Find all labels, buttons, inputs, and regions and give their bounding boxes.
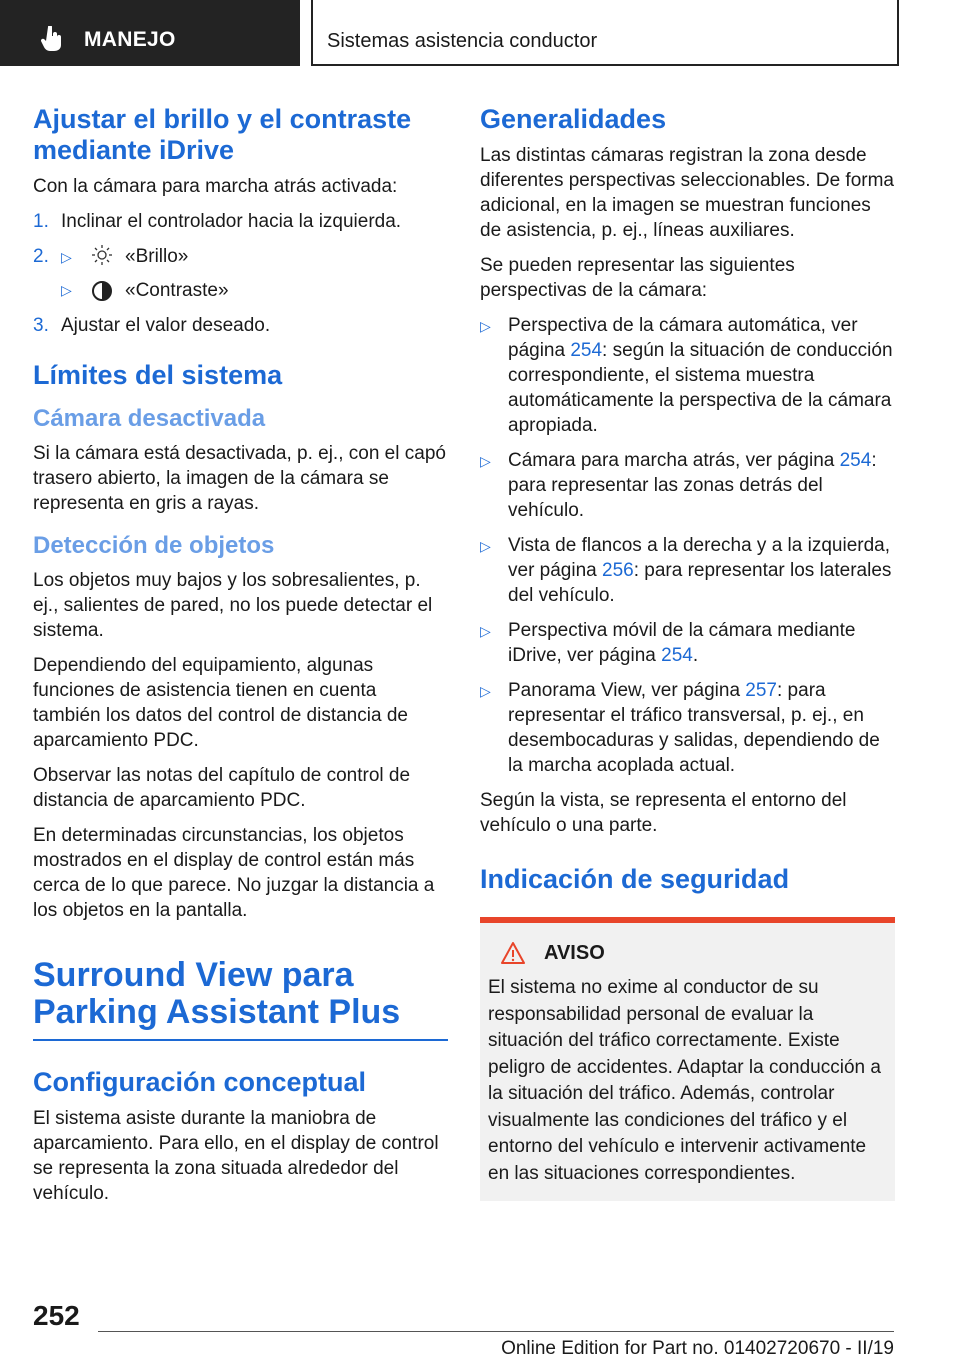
paragraph: Dependiendo del equipamiento, algunas funciones de asistencia tienen en cuenta también los datos del control de distancia de aparcamiento PDC. (33, 655, 408, 751)
paragraph: Con la cámara para marcha atrás activada: (33, 176, 398, 197)
list-item (480, 313, 895, 438)
sub-option-text: «Contraste» (125, 280, 229, 301)
paragraph: Se pueden representar las siguientes perspectivas de la cámara: (480, 255, 795, 301)
heading-configuracion: Configuración conceptual (33, 1067, 367, 1097)
step-1 (33, 209, 448, 234)
paragraph: El sistema asiste durante la maniobra de aparcamiento. Para ello, en el display de control se representa la zona situada alrededor del vehículo. (33, 1108, 439, 1204)
step-2 (33, 244, 448, 270)
page-number: 252 (33, 1300, 80, 1331)
section-tab (0, 0, 300, 66)
warning-text: El sistema no exime al conductor de su responsabilidad personal de evaluar la situación del tráfico correctamente. Existe peligro de accidentes. Adaptar la conducción a la situación del tráfico. Además, controlar visualmente las condiciones del tráfico y el entorno del vehículo e intervenir activamente en las situaciones correspondientes. (488, 977, 881, 1184)
triangle-bullet-icon: ▷ (480, 453, 491, 469)
warning-box (480, 923, 895, 1201)
half-circle-icon (91, 280, 113, 302)
list-item-text: Cámara para marcha atrás, ver página 254: para representar las zonas detrás del vehículo. (508, 450, 877, 521)
hand-pointer-icon (40, 26, 64, 52)
triangle-bullet-icon: ▷ (61, 282, 72, 298)
triangle-bullet-icon: ▷ (480, 623, 491, 639)
list-item-text: Perspectiva móvil de la cámara mediante iDrive, ver página 254. (508, 620, 856, 666)
page-link[interactable]: 256 (602, 560, 634, 581)
paragraph: Observar las notas del capítulo de control de distancia de aparcamiento PDC. (33, 765, 411, 811)
triangle-bullet-icon: ▷ (480, 318, 491, 334)
triangle-bullet-icon: ▷ (480, 683, 491, 699)
chapter-label: Sistemas asistencia conductor (327, 30, 598, 52)
warning-header (488, 941, 887, 965)
list-item (480, 448, 895, 523)
paragraph: Si la cámara está desactivada, p. ej., con el capó trasero abierto, la imagen de la cámara se representa en gris a rayas. (33, 443, 446, 514)
heading-camara-desactivada: Cámara desactivada (33, 405, 266, 432)
paragraph: En determinadas circunstancias, los objetos mostrados en el display de control están más cerca de lo que parece. No juzgar la distancia a los objetos en la pantalla. (33, 825, 435, 921)
list-item (480, 533, 895, 608)
page-link[interactable]: 254 (661, 645, 693, 666)
heading-generalidades: Generalidades (480, 104, 667, 134)
step-3 (33, 313, 448, 338)
paragraph: Los objetos muy bajos y los sobresalientes, p. ej., salientes de pared, no los puede detectar el sistema. (33, 570, 433, 641)
heading-indicacion: Indicación de seguridad (480, 864, 790, 894)
list-item-text: Vista de flancos a la derecha y a la izquierda, ver página 256: para representar los laterales del vehículo. (508, 535, 892, 606)
right-column (480, 104, 895, 1201)
warning-triangle-icon (500, 941, 526, 965)
sun-icon (91, 244, 113, 266)
step-text: Inclinar el controlador hacia la izquierda. (61, 211, 402, 232)
heading-limites: Límites del sistema (33, 360, 283, 390)
section-label: MANEJO (84, 28, 176, 51)
footer-edition: Online Edition for Part no. 01402720670 - II/19 (501, 1338, 894, 1359)
warning-title: AVISO (544, 941, 605, 964)
page-link[interactable]: 254 (839, 450, 872, 471)
heading-ajustar: Ajustar el brillo y el contraste mediante iDrive (33, 104, 412, 165)
list-item-text: Panorama View, ver página 257: para representar el tráfico transversal, p. ej., en desembocaduras y salidas, dependiendo de la marcha acoplada actual. (508, 680, 880, 776)
page-link[interactable]: 257 (745, 680, 777, 701)
list-item (480, 618, 895, 668)
list-item-text: Perspectiva de la cámara automática, ver página 254: según la situación de conducción correspondiente, el sistema muestra automáticamente la perspectiva de la cámara apropiada. (508, 315, 893, 436)
list-item (480, 678, 895, 778)
step-number: 1. (33, 211, 49, 232)
left-column (33, 104, 448, 1216)
paragraph: Las distintas cámaras registran la zona desde diferentes perspectivas seleccionables. De forma adicional, en la imagen se muestran funciones de asistencia, p. ej., líneas auxiliares. (480, 145, 894, 241)
step-2-sub (61, 278, 448, 303)
page-link[interactable]: 254 (570, 340, 603, 361)
heading-deteccion: Detección de objetos (33, 532, 275, 559)
paragraph: Según la vista, se representa el entorno del vehículo o una parte. (480, 790, 847, 836)
triangle-bullet-icon: ▷ (61, 249, 72, 265)
sub-option-text: «Brillo» (125, 246, 189, 267)
step-text: Ajustar el valor deseado. (61, 315, 271, 336)
chapter-header (311, 0, 899, 66)
triangle-bullet-icon: ▷ (480, 538, 491, 554)
heading-surround-view: Surround View para Parking Assistant Plus (33, 957, 448, 1041)
step-number: 3. (33, 315, 49, 336)
footer-divider (98, 1331, 894, 1332)
step-number: 2. (33, 246, 49, 267)
